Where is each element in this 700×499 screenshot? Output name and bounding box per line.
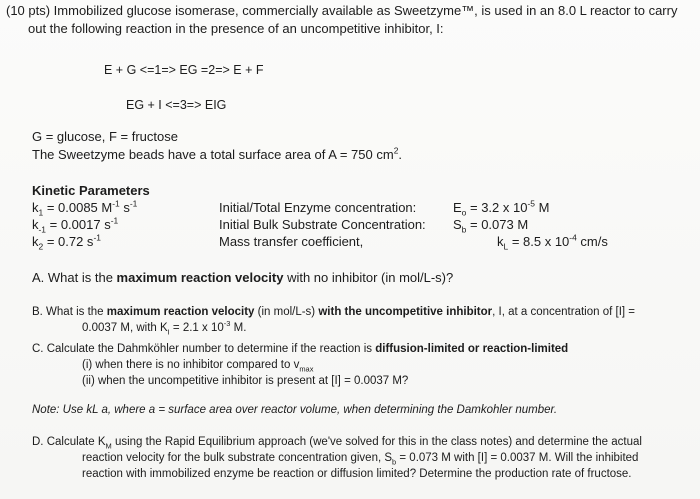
definitions-line: G = glucose, F = fructose xyxy=(32,129,178,144)
param-k-minus-1: $k_{-1} = 0.0017$ $s^{-1}$ xyxy=(32,215,119,235)
param-k2: $k_2 = 0.72$ $s^{-1}$ xyxy=(32,232,101,252)
intro-line-1: (10 pts) Immobilized glucose isomerase, commercially available as Sweetzyme™, is used in an 8.0 L reactor to carry xyxy=(6,3,678,18)
param-e0: $E_o = 3.2$ x $10^{-5}$ M xyxy=(453,198,550,218)
question-c-part-ii: (ii) when the uncompetitive inhibitor is present at [I] = 0.0037 M? xyxy=(82,375,409,387)
reaction-2: EG + I <=3=> EIG xyxy=(126,98,227,112)
question-c-part-i: (i) when there is no inhibitor compared to $v_{max}$ xyxy=(82,359,314,374)
kinetic-parameters-heading: Kinetic Parameters xyxy=(32,183,150,198)
question-d-line-3: reaction with immobilized enzyme be reaction or diffusion limited? Determine the production rate of fructose. xyxy=(82,468,632,480)
question-c: C. Calculate the Dahmköhler number to determine if the reaction is diffusion-limited or reaction-limited xyxy=(32,343,569,355)
substrate-concentration-label: Initial Bulk Substrate Concentration: xyxy=(219,217,426,232)
question-b-line-2: 0.0037 M, with $K_I = 2.1$ x $10^{-3}$ M. xyxy=(82,319,247,337)
question-d-line-2: reaction velocity for the bulk substrate concentration given, $S_b = 0.073$ M with [I] = 0.0037 M. Will the inhibited xyxy=(82,452,639,467)
surface-area-line: The Sweetzyme beads have a total surface area of A = 750 $cm^2$. xyxy=(32,145,403,162)
question-b-line-1: B. What is the maximum reaction velocity (in mol/L-s) with the uncompetitive inhibitor, I, at a concentration of [I] = xyxy=(32,306,635,318)
question-a: A. What is the maximum reaction velocity with no inhibitor (in mol/L-s)? xyxy=(32,270,454,285)
question-d-line-1: D. Calculate $K_M$ using the Rapid Equilibrium approach (we've solved for this in the class notes) and determine the actual xyxy=(32,436,642,451)
reaction-1: E + G <=1=> EG =2=> E + F xyxy=(104,63,264,77)
param-sb: $S_b = 0.073$ M xyxy=(453,217,529,235)
note-line: Note: Use kL a, where a = surface area over reactor volume, when determining the Damkohler number. xyxy=(32,404,558,416)
enzyme-concentration-label: Initial/Total Enzyme concentration: xyxy=(219,200,417,215)
param-k1: $k_1 = 0.0085$ $M^{-1}$ $s^{-1}$ xyxy=(32,198,138,218)
mass-transfer-label: Mass transfer coefficient, xyxy=(219,234,364,249)
param-kl: $k_L = 8.5$ x $10^{-4}$ cm/s xyxy=(497,232,608,252)
intro-line-2: out the following reaction in the presence of an uncompetitive inhibitor, I: xyxy=(28,21,444,36)
